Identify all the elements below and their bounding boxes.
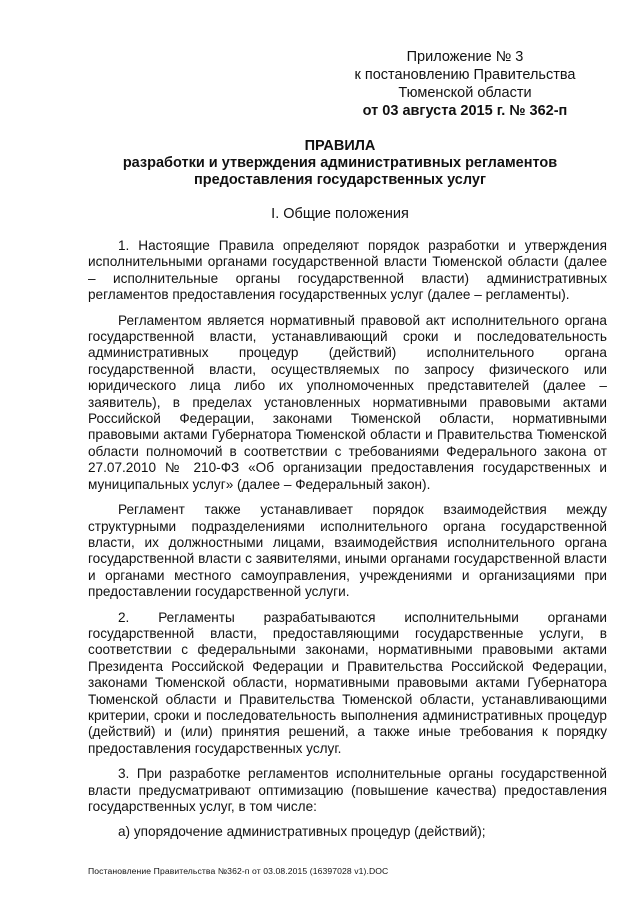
- paragraph-4: 2. Регламенты разрабатываются исполнительными органами государственной власти, предоставляющими государственные услуги, в соответствии с федеральными законами, нормативными правовыми актами Президента Российской Федерации и Правительства Российской Федерации, законами Тюменской области, нормативными правовыми актами Губернатора Тюменской области и Правительства Тюменской области, устанавливающими критерии, сроки и последовательность выполнения административных процедур (действий) и (или) принятия решений, а также иные требования к порядку предоставления государственных услуг.: [88, 609, 607, 756]
- title-line-1: ПРАВИЛА: [304, 138, 376, 154]
- paragraph-6: а) упорядочение административных процедур (действий);: [118, 824, 486, 840]
- paragraph-5: 3. При разработке регламентов исполнительные органы государственной власти предусматривают оптимизацию (повышение качества) предоставления государственных услуг, в том числе:: [88, 766, 607, 814]
- paragraph-1: 1. Настоящие Правила определяют порядок разработки и утверждения исполнительными органами государственной власти Тюменской области (далее – исполнительные органы государственной власти) административных регламентов предоставления государственных услуг (далее – регламенты).: [88, 238, 607, 303]
- paragraph-3: Регламент также устанавливает порядок взаимодействия между структурными подразделениями исполнительного органа государственной власти, их должностными лицами, взаимодействия исполнительного органа государственной власти с заявителями, иными органами государственной власти и органами местного самоуправления, учреждениями и организациями при предоставлении государственной услуги.: [88, 502, 607, 600]
- document-body: [88, 238, 607, 850]
- document-title: [60, 138, 620, 189]
- appendix-date: от 03 августа 2015 г. № 362-п: [362, 103, 568, 119]
- appendix-block: [330, 48, 600, 120]
- appendix-region: Тюменской области: [398, 85, 532, 101]
- title-line-2: разработки и утверждения административных регламентов: [122, 155, 558, 171]
- paragraph-2: Регламентом является нормативный правовой акт исполнительного органа государственной власти, устанавливающий сроки и последовательность административных процедур (действий) исполнительного органа государственной власти, осуществляемых по запросу физического или юридического лица либо их уполномоченных представителей (далее – заявитель), в пределах установленных нормативными правовыми актами Российской Федерации, законами Тюменской области, нормативными правовыми актами Губернатора Тюменской области и Правительства Тюменской области полномочий в соответствии с требованиями Федерального закона от 27.07.2010 № 210-ФЗ «Об организации предоставления государственных и муниципальных услуг» (далее – Федеральный закон).: [88, 312, 607, 492]
- file-footer: Постановление Правительства №362-п от 03.08.2015 (16397028 v1).DOC: [88, 866, 389, 876]
- section-heading: I. Общие положения: [271, 206, 409, 222]
- appendix-reference: к постановлению Правительства: [354, 67, 576, 83]
- appendix-number: Приложение № 3: [406, 49, 524, 65]
- title-line-3: предоставления государственных услуг: [194, 172, 486, 188]
